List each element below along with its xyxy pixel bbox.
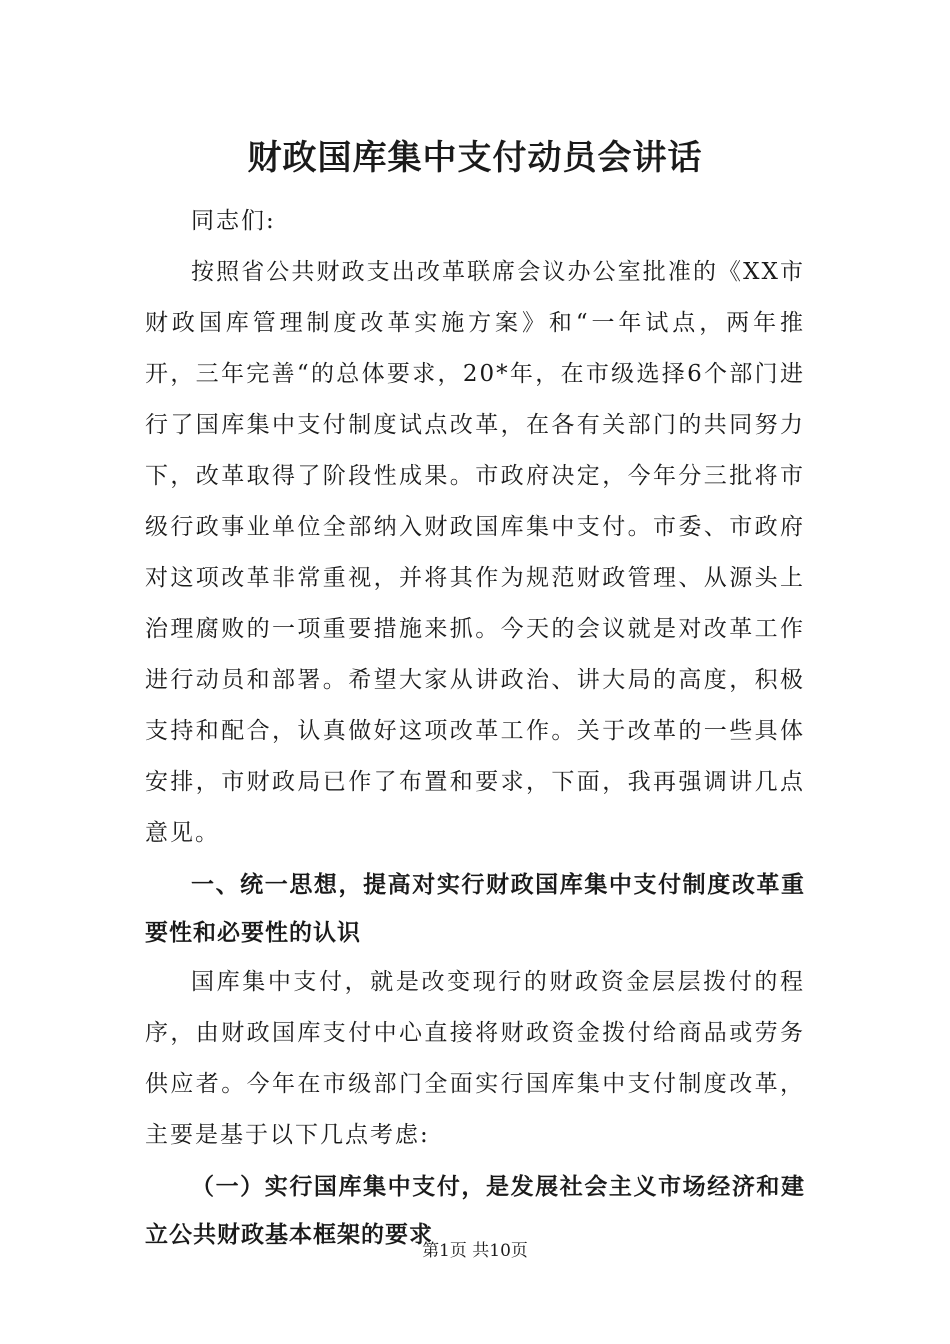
document-title: 财政国库集中支付动员会讲话 xyxy=(247,138,703,178)
subsection-heading-1: （一）实行国库集中支付，是发展社会主义市场经济和建立公共财政基本框架的要求 xyxy=(145,1174,805,1248)
salutation: 同志们: xyxy=(191,208,276,234)
section-paragraph-1: 国库集中支付，就是改变现行的财政资金层层拨付的程序，由财政国库支付中心直接将财政资金拨付给商品或劳务供应者。今年在市级部门全面实行国库集中支付制度改革，主要是基于以下几点考虑: xyxy=(145,969,805,1148)
document-body xyxy=(145,196,805,1259)
section-heading-1: 一、统一思想，提高对实行财政国库集中支付制度改革重要性和必要性的认识 xyxy=(145,872,805,946)
page-number-footer: 第1页 共10页 xyxy=(422,1241,528,1261)
intro-paragraph: 按照省公共财政支出改革联席会议办公室批准的《XX市财政国库管理制度改革实施方案》和“一年试点，两年推开，三年完善“的总体要求，20*年，在市级选择6个部门进行了国库集中支付制度试点改革，在各有关部门的共同努力下，改革取得了阶段性成果。市政府决定，今年分三批将市级行政事业单位全部纳入财政国库集中支付。市委、市政府对这项改革非常重视，并将其作为规范财政管理、从源头上治理腐败的一项重要措施来抓。今天的会议就是对改革工作进行动员和部署。希望大家从讲政治、讲大局的高度，积极支持和配合，认真做好这项改革工作。关于改革的一些具体安排，市财政局已作了布置和要求，下面，我再强调讲几点意见。 xyxy=(145,259,805,846)
